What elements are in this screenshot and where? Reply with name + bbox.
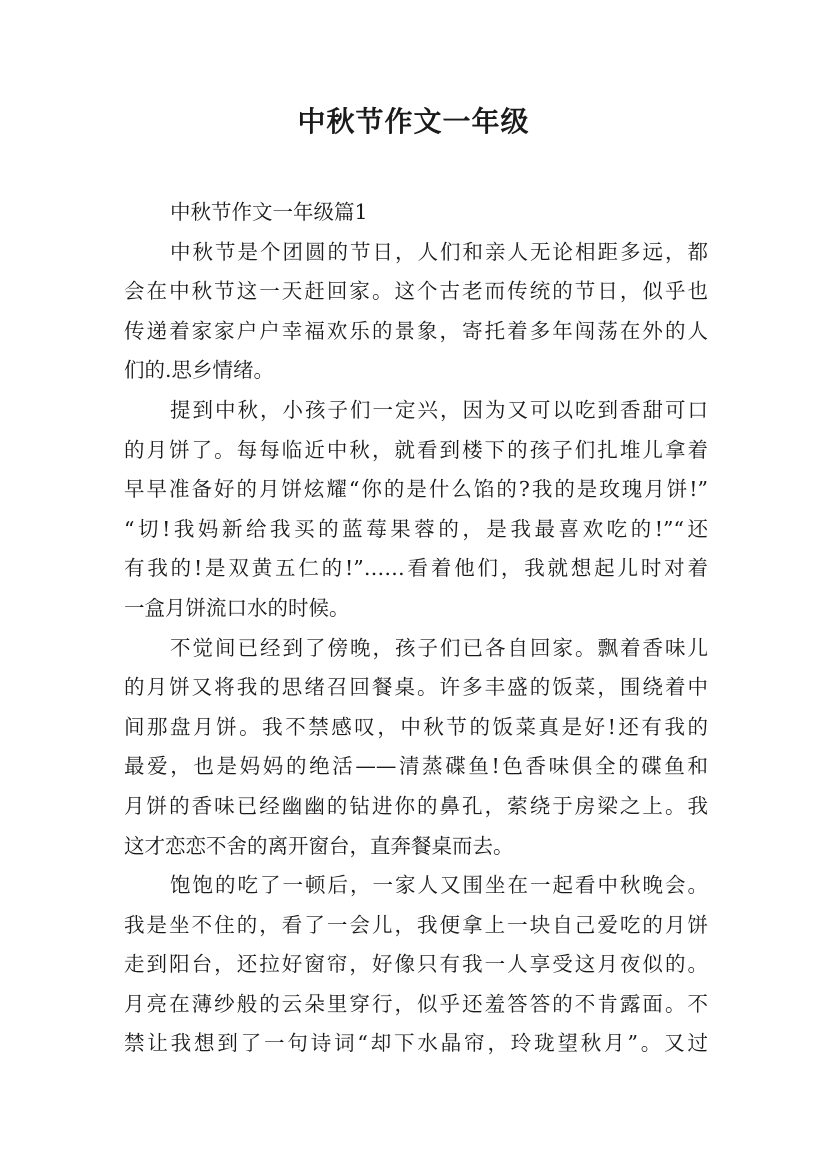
text-line: 中秋节是个团圆的节日，人们和亲人无论相距多远，都 — [170, 239, 708, 264]
text-line: 我是坐不住的，看了一会儿，我便拿上一块自己爱吃的月饼 — [124, 912, 708, 937]
text-line: 禁让我想到了一句诗词“却下水晶帘，玲珑望秋月”。又过 — [124, 1031, 708, 1056]
text-line: 提到中秋，小孩子们一定兴，因为又可以吃到香甜可口 — [170, 397, 708, 422]
document-body — [124, 193, 708, 1064]
text-line: 中秋节作文一年级篇1 — [170, 200, 368, 224]
text-line: 月饼的香味已经幽幽的钻进你的鼻孔，萦绕于房梁之上。我 — [124, 793, 708, 818]
text-line: 早早准备好的月饼炫耀“你的是什么馅的?我的是玫瑰月饼!” — [124, 477, 708, 502]
text-line: 这才恋恋不舍的离开窗台，直奔餐桌而去。 — [124, 833, 514, 858]
text-line: 不觉间已经到了傍晚，孩子们已各自回家。飘着香味儿 — [170, 635, 708, 660]
text-line: 会在中秋节这一天赶回家。这个古老而传统的节日，似乎也 — [124, 279, 708, 304]
text-line: 走到阳台，还拉好窗帘，好像只有我一人享受这月夜似的。 — [124, 952, 708, 977]
text-line: 间那盘月饼。我不禁感叹，中秋节的饭菜真是好!还有我的 — [124, 714, 708, 739]
text-line: 传递着家家户户幸福欢乐的景象，寄托着多年闯荡在外的人 — [124, 318, 708, 343]
text-line: 们的.思乡情绪。 — [124, 358, 275, 383]
document-title: 中秋节作文一年级 — [297, 105, 530, 138]
text-line: 月亮在薄纱般的云朵里穿行，似乎还羞答答的不肯露面。不 — [124, 991, 708, 1016]
text-line: “切!我妈新给我买的蓝莓果蓉的，是我最喜欢吃的!”“还 — [124, 516, 708, 541]
text-line: 的月饼又将我的思绪召回餐桌。许多丰盛的饭菜，围绕着中 — [124, 675, 708, 700]
text-line: 饱饱的吃了一顿后，一家人又围坐在一起看中秋晚会。 — [170, 873, 708, 898]
text-line: 最爱，也是妈妈的绝活——清蒸碟鱼!色香味俱全的碟鱼和 — [124, 754, 708, 779]
text-line: 一盒月饼流口水的时候。 — [124, 595, 350, 620]
text-line: 有我的!是双黄五仁的!”……看着他们，我就想起儿时对着 — [124, 556, 708, 581]
text-line: 的月饼了。每每临近中秋，就看到楼下的孩子们扎堆儿拿着 — [124, 437, 708, 462]
